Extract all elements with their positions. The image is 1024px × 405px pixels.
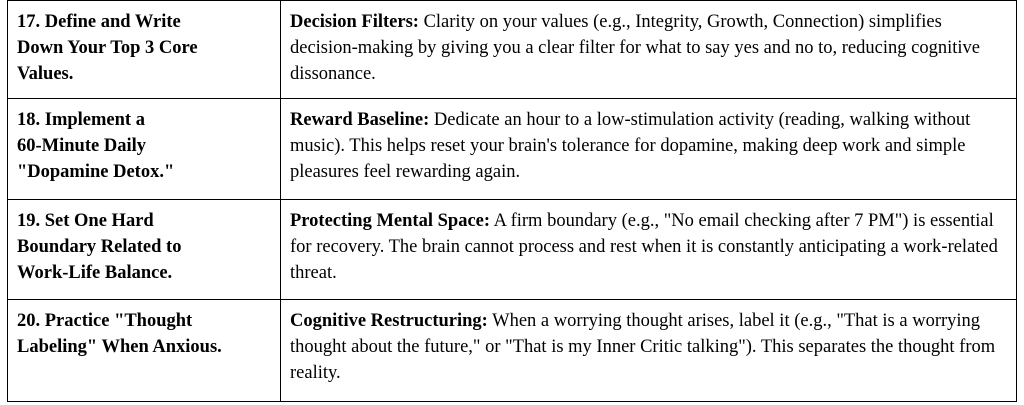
action-cell: [8, 99, 281, 200]
description-label: Protecting Mental Space:: [290, 211, 491, 231]
action-cell: [8, 1, 281, 99]
description-label: Reward Baseline:: [290, 110, 430, 130]
action-line: Work-Life Balance.: [17, 263, 173, 283]
action-line: Labeling" When Anxious.: [17, 337, 222, 357]
description-cell: [281, 200, 1017, 300]
description-text: Clarity on your values (e.g., Integrity, Growth, Connection) simplifies decision-making by giving you a clear filter for what to say yes and no to, reducing cognitive dissonance.: [290, 12, 980, 84]
tips-table-container: [7, 0, 1017, 405]
action-line: 17. Define and Write: [17, 12, 181, 32]
description-text: When a worrying thought arises, label it (e.g., "That is a worrying thought about the future," or "That is my Inner Critic talking"). This separates the thought from reality.: [290, 311, 996, 383]
action-line: 18. Implement a: [17, 110, 145, 130]
table-row: [8, 300, 1017, 402]
table-row: [8, 200, 1017, 300]
action-line: 19. Set One Hard: [17, 211, 154, 231]
action-line: 20. Practice "Thought: [17, 311, 193, 331]
description-cell: [281, 1, 1017, 99]
action-cell: [8, 200, 281, 300]
description-text: Dedicate an hour to a low-stimulation activity (reading, walking without music). This helps reset your brain's tolerance for dopamine, making deep work and simple pleasures feel rewarding again.: [290, 110, 971, 182]
table-row: [8, 1, 1017, 99]
description-text: A firm boundary (e.g., "No email checking after 7 PM") is essential for recovery. The brain cannot process and rest when it is constantly anticipating a work-related threat.: [290, 211, 998, 283]
action-line: Down Your Top 3 Core: [17, 38, 198, 58]
description-cell: [281, 99, 1017, 200]
action-line: Boundary Related to: [17, 237, 182, 257]
action-line: Values.: [17, 64, 74, 84]
action-line: "Dopamine Detox.": [17, 162, 175, 182]
tips-table: [7, 0, 1017, 402]
action-line: 60-Minute Daily: [17, 136, 146, 156]
table-row: [8, 99, 1017, 200]
action-cell: [8, 300, 281, 402]
description-label: Cognitive Restructuring:: [290, 311, 488, 331]
description-label: Decision Filters:: [290, 12, 419, 32]
description-cell: [281, 300, 1017, 402]
